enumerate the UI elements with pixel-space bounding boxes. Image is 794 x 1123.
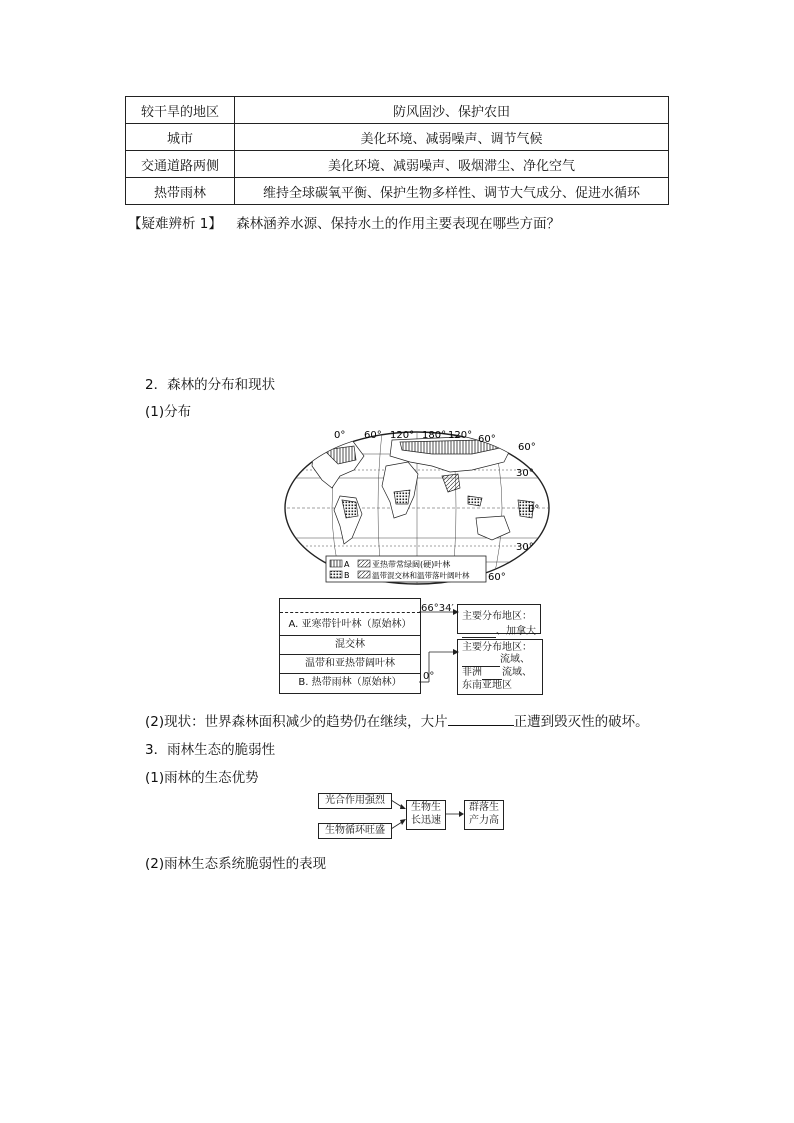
table-cell-role: 维持全球碳氧平衡、保护生物多样性、调节大气成分、促进水循环: [235, 178, 669, 205]
lon-label: 0°: [334, 430, 346, 441]
lat-label: 60°: [518, 442, 536, 453]
legend-a: A: [344, 560, 350, 569]
sub2-suffix: 正遭到毁灭性的破坏。: [513, 714, 649, 730]
flow-productivity-line2: 产力高: [469, 815, 499, 826]
box2-title: 主要分布地区：: [462, 642, 532, 653]
lat-0-label: 0°: [423, 671, 435, 682]
box1-title: 主要分布地区：: [462, 611, 532, 622]
section-3-sub1: (1)雨林的生态优势: [145, 770, 259, 786]
distribution-box-2: [457, 639, 543, 695]
blank-line: [462, 654, 500, 667]
legend-b: B: [344, 571, 350, 580]
table-cell-area: 交通道路两侧: [126, 151, 235, 178]
table-row: [126, 178, 669, 205]
lon-label: 60°: [364, 430, 382, 441]
zone-row-mixed: 混交林: [280, 635, 420, 654]
forest-role-table: [125, 96, 669, 205]
blank-line: [462, 626, 496, 638]
table-cell-role: 防风固沙、保护农田: [235, 97, 669, 124]
section-2-sub2: [145, 710, 649, 730]
table-cell-role: 美化环境、减弱噪声、调节气候: [235, 124, 669, 151]
zone-row-broadleaf: 温带和亚热带阔叶林: [280, 654, 420, 673]
section-2-sub1: (1)分布: [145, 404, 192, 420]
table-cell-role: 美化环境、减弱噪声、吸烟滞尘、净化空气: [235, 151, 669, 178]
flow-productivity-line1: 群落生: [469, 802, 499, 813]
table-row: [126, 97, 669, 124]
zone-row-b: B. 热带雨林（原始林）: [280, 673, 420, 692]
zone-row-a: A. 亚寒带针叶林（原始林）: [288, 619, 412, 630]
legend-d: 温带混交林和温带落叶阔叶林: [372, 571, 470, 580]
section-3-sub2: (2)雨林生态系统脆弱性的表现: [145, 856, 327, 872]
question-text: 森林涵养水源、保持水土的作用主要表现在哪些方面？: [236, 216, 561, 232]
map-legend: [326, 556, 486, 582]
answer-blank: [448, 713, 514, 726]
forest-zonation-diagram: [279, 598, 421, 694]
distribution-box-1: [457, 604, 541, 637]
lon-label: 180°: [422, 430, 447, 441]
lat-label: 30°: [516, 468, 534, 479]
flow-growth-line2: 长迅速: [411, 815, 441, 826]
lat-label: 60°: [488, 572, 506, 583]
table-row: [126, 151, 669, 178]
world-forest-map: [282, 426, 552, 586]
question-tag: 【疑难辨析 1】: [128, 216, 222, 232]
flow-growth-line1: 生物生: [411, 802, 441, 813]
question-1: [128, 212, 560, 232]
lon-label: 120°: [390, 430, 415, 441]
flow-box-productivity: [464, 800, 504, 830]
lat-label: 30°: [516, 542, 534, 553]
lon-label: 120°: [448, 430, 473, 441]
box2-line2-prefix: 非洲: [462, 667, 482, 678]
box2-line3: 东南亚地区: [462, 680, 512, 691]
sub2-prefix: (2)现状：世界森林面积减少的趋势仍在继续，大片: [145, 714, 448, 730]
box2-line1: 流域、: [500, 654, 530, 665]
table-cell-area: 热带雨林: [126, 178, 235, 205]
box2-line2-tail: 流域、: [502, 667, 532, 678]
flow-box-bio-cycle: 生物循环旺盛: [318, 823, 392, 839]
lat-66-label: 66°34′: [421, 603, 454, 614]
flow-arrows: [390, 795, 466, 835]
table-cell-area: 较干旱的地区: [126, 97, 235, 124]
table-row: [126, 124, 669, 151]
lon-label: 60°: [478, 434, 496, 445]
table-cell-area: 城市: [126, 124, 235, 151]
blank-line: [482, 667, 502, 680]
section-2-heading: 2．森林的分布和现状: [145, 377, 276, 393]
lat-label: 0°: [528, 504, 540, 515]
legend-c: 亚热带常绿阔(硬)叶林: [372, 560, 451, 569]
flow-box-photosynthesis: 光合作用强烈: [318, 793, 392, 809]
box1-tail: 、加拿大: [496, 626, 536, 637]
section-3-heading: 3．雨林生态的脆弱性: [145, 742, 276, 758]
